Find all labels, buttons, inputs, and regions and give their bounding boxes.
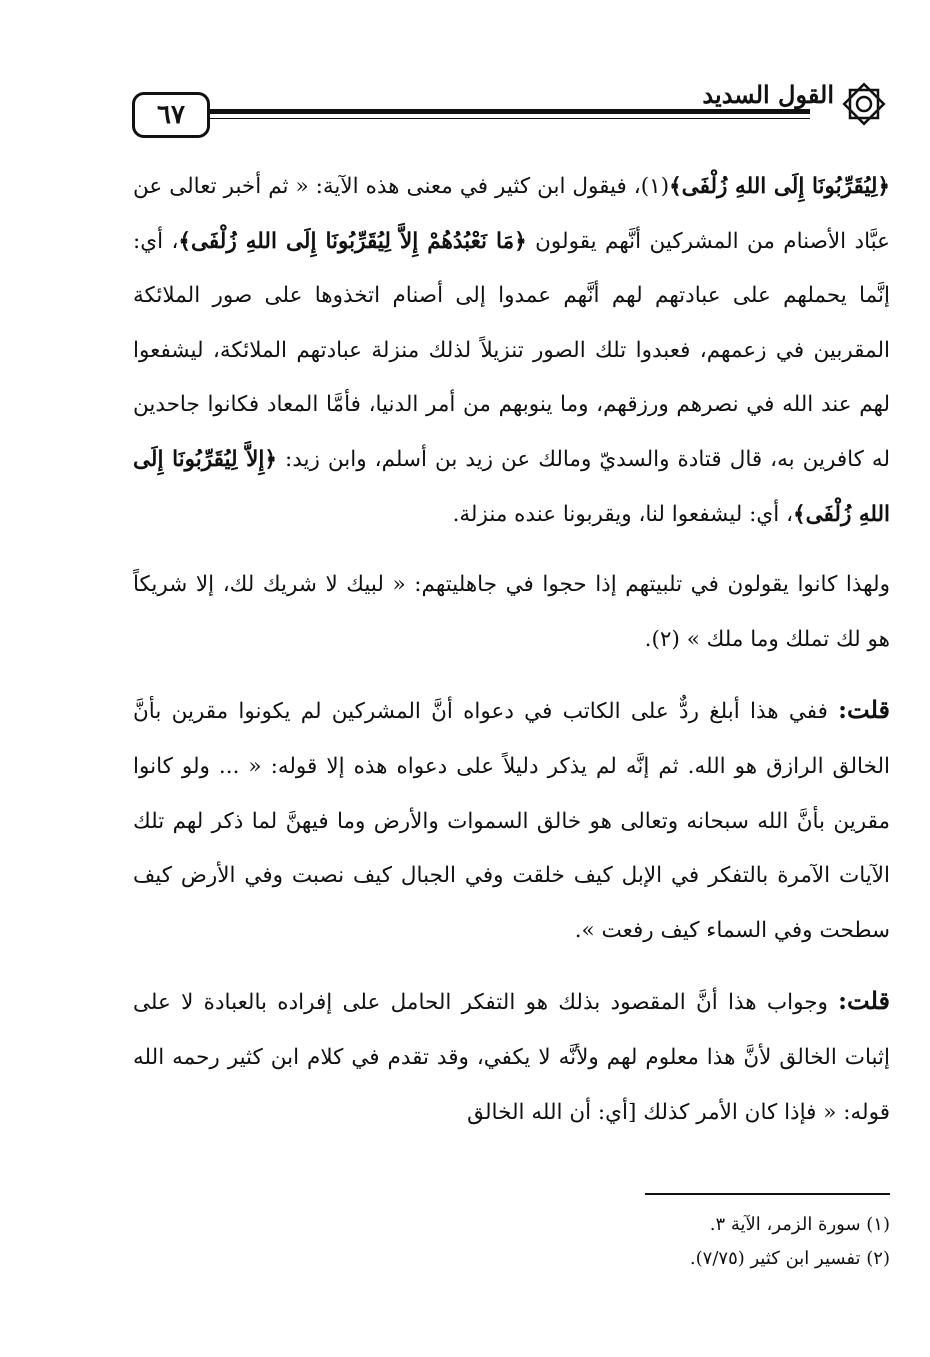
text-span: ، أي: ليشفعوا لنا، ويقربونا عنده منزلة. [452,501,794,527]
page-body [133,160,890,1140]
text-span: ، أي: إنَّما يحملهم على عبادتهم لهم أنَّهم عمدوا إلى أصنام اتخذوها على صور الملائكة المقربين في زعمهم، فعبدوا تلك الصور تنزيلاً لذلك منزلة عبادتهم الملائكة، ليشفعوا لهم عند الله في نصرهم ورزقهم، وما ينوبهم من أمر الدنيا، فأمَّا المعاد فكانوا جاحدين له كافرين به، قال قتادة والسديّ ومالك عن زيد بن أسلم، وابن زيد: [133,228,890,472]
quran-verse: ﴿مَا نَعْبُدُهُمْ إِلاَّ لِيُقَرِّبُونَا إِلَى اللهِ زُلْفَى﴾ [178,228,527,254]
text-span: ففي هذا أبلغ ردٌّ على الكاتب في دعواه أنَّ المشركين لم يكونوا مقرين بأنَّ الخالق الرازق هو الله. ثم إنَّه لم يذكر دليلاً على دعواه هذه إلا قوله: « ... ولو كانوا مقرين بأنَّ الله سبحانه وتعالى هو خالق السموات والأرض وما فيهنَّ لما ذكر لهم تلك الآيات الآمرة بالتفكر في الإبل كيف خلقت وفي الجبال كيف نصبت وفي الأرض كيف سطحت وفي السماء كيف رفعت ». [133,699,890,943]
qultu-label: قلت: [838,986,890,1016]
header-rule-thin [210,118,810,119]
paragraph-4 [133,974,890,1140]
paragraph-3 [133,683,890,958]
ornament-star-icon [838,78,890,130]
quran-verse: ﴿لِيُقَرِّبُونَا إِلَى اللهِ زُلْفَى﴾ [669,174,890,199]
book-title: القول السديد [702,80,834,109]
footnote-1: (١) سورة الزمر، الآية ٣. [709,1214,890,1235]
paragraph-2: ولهذا كانوا يقولون في تلبيتهم إذا حجوا في جاهليتهم: « لبيك لا شريك لك، إلا شريكاً هو لك تملك وما ملك » (٢). [133,572,890,652]
paragraph-1 [133,160,890,542]
footnote-2: (٢) تفسير ابن كثير (٧/٧٥). [689,1248,890,1269]
header-rule [210,109,810,114]
page-header [128,78,890,142]
text-span: وجواب هذا أنَّ المقصود بذلك هو التفكر الحامل على إفراده بالعبادة لا على إثبات الخالق لأنَّ هذا معلوم لهم ولأنَّه لا يكفي، وقد تقدم في كلام ابن كثير رحمه الله قوله: « فإذا كان الأمر كذلك [أي: أن الله الخالق [133,990,890,1125]
qultu-label: قلت: [838,695,890,725]
page-number: ٦٧ [132,92,210,138]
footnote-rule [645,1193,890,1195]
text-span: (١)، فيقول ابن كثير في معنى هذه الآية: « ثم أخبر تعالى عن عبَّاد الأصنام من المشركين أنَّهم يقولون [133,174,890,254]
footnotes [190,1208,890,1276]
quran-verse: ﴿إِلاَّ لِيُقَرِّبُونَا إِلَى اللهِ زُلْفَى﴾ [133,446,890,527]
